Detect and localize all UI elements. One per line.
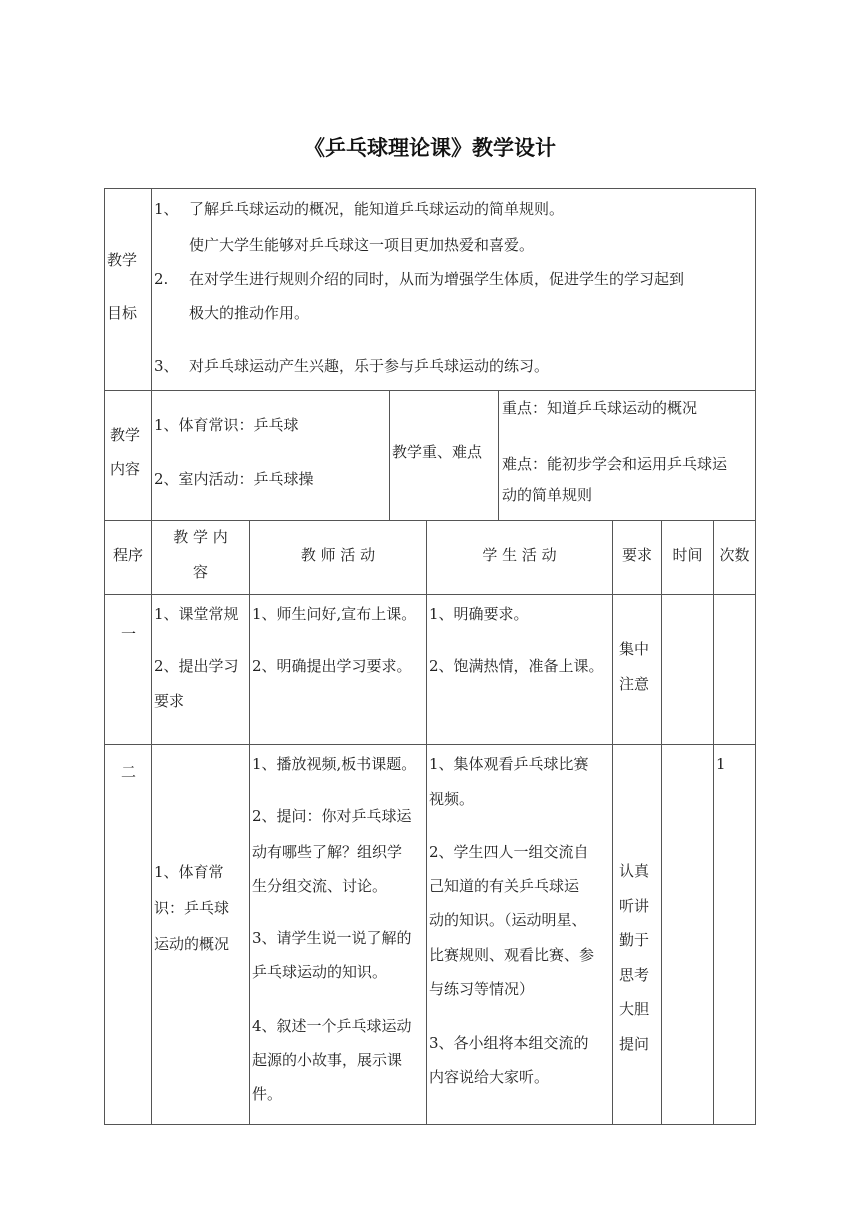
row2-requirement-line: 提问 xyxy=(619,1034,650,1053)
row1-time-cell xyxy=(661,594,714,745)
row2-teacher-line: 乒乓球运动的知识。 xyxy=(252,963,388,981)
row1-teacher-line-1: 1、师生问好,宣布上课。 xyxy=(252,605,417,623)
row2-student-line: 比赛规则、观看比赛、参 xyxy=(429,946,595,964)
objectives-label-cell xyxy=(104,188,152,391)
objective-3-number: 3、 xyxy=(154,357,179,375)
content-label-2: 内容 xyxy=(110,460,141,478)
row2-count-cell xyxy=(713,744,756,1125)
row1-procedure-cell xyxy=(104,594,152,745)
row2-student-line: 与练习等情况） xyxy=(429,980,535,998)
row2-student-line: 2、学生四人一组交流自 xyxy=(429,843,589,861)
objective-1-text: 了解乒乓球运动的概况，能知道乒乓球运动的简单规则。 xyxy=(189,200,565,218)
row2-content-line: 识：乒乓球 xyxy=(154,899,230,917)
header-content-line-2: 容 xyxy=(192,563,208,581)
header-time: 时间 xyxy=(672,546,703,564)
row2-content-line: 1、体育常 xyxy=(154,863,224,881)
row2-procedure-cell xyxy=(104,744,152,1125)
key-point: 重点：知道乒乓球运动的概况 xyxy=(502,399,698,417)
row2-student-line: 3、各小组将本组交流的 xyxy=(429,1034,589,1052)
key-difficult-label: 教学重、难点 xyxy=(392,443,483,461)
row2-time-cell xyxy=(661,744,714,1125)
row2-teacher-line: 动有哪些了解？组织学 xyxy=(252,843,403,861)
row2-requirement-line: 听讲 xyxy=(619,896,650,915)
objective-3-text: 对乒乓球运动产生兴趣，乐于参与乒乓球运动的练习。 xyxy=(189,357,550,375)
objective-1-continuation: 使广大学生能够对乒乓球这一项目更加热爱和喜爱。 xyxy=(189,236,535,254)
row2-student-line: 内容说给大家听。 xyxy=(429,1068,550,1086)
page-title: 《乒乓球理论课》教学设计 xyxy=(304,136,556,160)
row1-procedure: 一 xyxy=(121,625,137,643)
content-label-1: 教学 xyxy=(110,426,141,444)
row2-content xyxy=(154,854,248,962)
row2-requirement-line: 思考 xyxy=(619,965,650,984)
row2-teacher-line: 3、请学生说一说了解的 xyxy=(252,929,412,947)
row2-teacher-line: 生分组交流、讨论。 xyxy=(252,877,388,895)
row2-requirement-line: 勤于 xyxy=(619,931,650,949)
row2-content-line: 运动的概况 xyxy=(154,935,230,953)
header-procedure: 程序 xyxy=(112,546,143,564)
row1-student-line-1: 1、明确要求。 xyxy=(429,605,529,623)
row2-requirement-line: 认真 xyxy=(619,862,650,880)
difficult-point-line-1: 难点：能初步学会和运用乒乓球运 xyxy=(502,455,728,473)
row2-student-line: 动的知识。（运动明星、 xyxy=(429,911,587,929)
row1-requirement-cell xyxy=(612,594,662,745)
header-content-line-1: 教 学 内 xyxy=(173,528,228,546)
header-student: 学 生 活 动 xyxy=(482,546,557,564)
row2-procedure: 二 xyxy=(121,763,137,781)
header-count: 次数 xyxy=(719,546,750,564)
row2-teacher-line: 1、播放视频,板书课题。 xyxy=(252,755,417,773)
header-requirement: 要求 xyxy=(621,546,652,564)
row2-student-line: 视频。 xyxy=(429,790,475,808)
row2-student-line: 1、集体观看乒乓球比赛 xyxy=(429,755,589,773)
objectives-label-2: 目标 xyxy=(107,304,138,322)
row1-content-line-1: 1、课堂常规 xyxy=(154,605,239,623)
difficult-point-line-2: 动的简单规则 xyxy=(502,486,593,504)
row1-requirement-line-2: 注意 xyxy=(619,675,650,693)
row2-teacher-line: 4、叙述一个乒乓球运动 xyxy=(252,1017,412,1035)
row1-student-line-2: 2、饱满热情，准备上课。 xyxy=(429,657,604,675)
objectives-label-1: 教学 xyxy=(107,251,138,269)
objective-1-number: 1、 xyxy=(154,200,179,218)
row2-student-line: 己知道的有关乒乓球运 xyxy=(429,877,580,895)
objective-2-number: 2. xyxy=(154,270,169,288)
header-teacher: 教 师 活 动 xyxy=(300,546,376,564)
content-item-1: 1、体育常识：乒乓球 xyxy=(154,416,299,434)
row1-content-line-3: 要求 xyxy=(154,692,185,710)
row2-requirement xyxy=(619,854,659,1061)
row1-content-line-2: 2、提出学习 xyxy=(154,657,239,675)
row1-count-cell xyxy=(713,594,756,745)
row1-requirement-line-1: 集中 xyxy=(619,640,650,658)
content-items-cell xyxy=(151,390,390,521)
content-label-cell xyxy=(104,390,152,521)
row2-teacher-line: 2、提问：你对乒乓球运 xyxy=(252,807,412,825)
row2-requirement-line: 大胆 xyxy=(619,1000,650,1018)
row2-teacher-line: 件。 xyxy=(252,1085,283,1103)
row2-teacher-line: 起源的小故事，展示课 xyxy=(252,1051,403,1069)
content-item-2: 2、室内活动：乒乓球操 xyxy=(154,470,314,488)
objective-2-text: 在对学生进行规则介绍的同时，从而为增强学生体质，促进学生的学习起到 xyxy=(189,270,685,288)
objective-2-continuation: 极大的推动作用。 xyxy=(189,304,310,322)
row1-teacher-line-2: 2、明确提出学习要求。 xyxy=(252,657,412,675)
row2-count: 1 xyxy=(716,755,726,773)
